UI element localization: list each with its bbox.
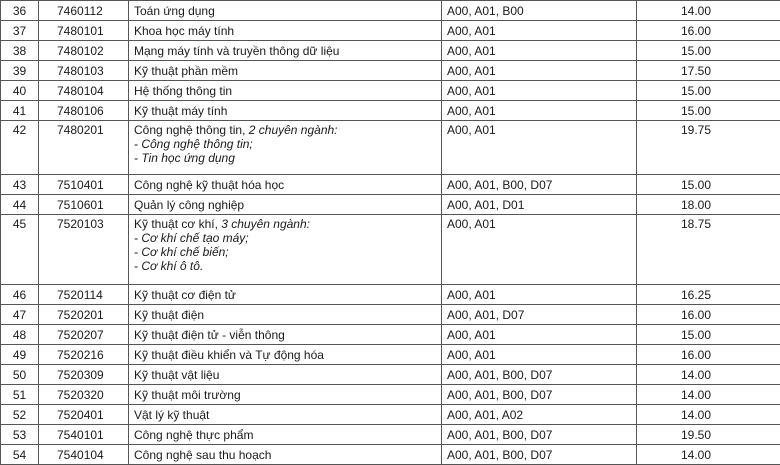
major-code-cell: 7510601 <box>39 195 129 215</box>
specialization-item: - Công nghệ thông tin; <box>134 137 436 151</box>
major-name: Mạng máy tính và truyền thông dữ liệu <box>134 44 339 58</box>
row-number-cell: 53 <box>1 425 39 445</box>
subject-combination-cell: A00, A01 <box>442 101 637 121</box>
row-number-cell: 41 <box>1 101 39 121</box>
major-title <box>134 4 436 18</box>
cutoff-score-cell: 14.00 <box>637 365 780 385</box>
major-title <box>134 64 436 78</box>
row-number-cell: 46 <box>1 285 39 305</box>
subject-combination-cell: A00, A01 <box>442 41 637 61</box>
cutoff-score-cell: 14.00 <box>637 445 780 465</box>
subject-combination-cell: A00, A01 <box>442 325 637 345</box>
major-specialization-count: 3 chuyên ngành: <box>218 217 310 231</box>
major-name-cell <box>129 345 442 365</box>
major-title <box>134 348 436 362</box>
table-row <box>1 345 780 365</box>
row-number-cell: 48 <box>1 325 39 345</box>
specialization-item: - Cơ khí chế tạo máy; <box>134 231 436 245</box>
subject-combination-cell: A00, A01, D01 <box>442 195 637 215</box>
subject-combination-cell: A00, A01, B00, D07 <box>442 425 637 445</box>
major-title <box>134 308 436 322</box>
major-code-cell: 7510401 <box>39 175 129 195</box>
subject-combination-cell: A00, A01, B00 <box>442 1 637 21</box>
major-name: Công nghệ kỹ thuật hóa học <box>134 178 284 192</box>
subject-combination-cell: A00, A01, A02 <box>442 405 637 425</box>
major-name: Toán ứng dụng <box>134 4 215 18</box>
cutoff-score-cell: 15.00 <box>637 101 780 121</box>
major-name-cell <box>129 81 442 101</box>
row-number-cell: 43 <box>1 175 39 195</box>
major-name: Kỹ thuật điện <box>134 308 204 322</box>
table-row <box>1 1 780 21</box>
subject-combination-cell: A00, A01 <box>442 21 637 41</box>
subject-combination-cell: A00, A01, B00, D07 <box>442 365 637 385</box>
cutoff-score-cell: 16.25 <box>637 285 780 305</box>
major-code-cell: 7520207 <box>39 325 129 345</box>
major-name: Kỹ thuật vật liệu <box>134 368 219 382</box>
major-title <box>134 408 436 422</box>
major-name: Công nghệ thực phẩm <box>134 428 253 442</box>
table-row <box>1 405 780 425</box>
table-row <box>1 305 780 325</box>
cutoff-score-cell: 15.00 <box>637 81 780 101</box>
cutoff-score-cell: 15.00 <box>637 325 780 345</box>
subject-combination-cell: A00, A01 <box>442 61 637 81</box>
major-name-cell <box>129 385 442 405</box>
row-number-cell: 54 <box>1 445 39 465</box>
table-row <box>1 175 780 195</box>
major-code-cell: 7480106 <box>39 101 129 121</box>
cutoff-score-cell: 19.75 <box>637 121 780 175</box>
major-title <box>134 104 436 118</box>
major-name-cell <box>129 425 442 445</box>
major-code-cell: 7480102 <box>39 41 129 61</box>
table-row <box>1 325 780 345</box>
major-name-cell <box>129 195 442 215</box>
major-code-cell: 7520401 <box>39 405 129 425</box>
major-name: Vật lý kỹ thuật <box>134 408 209 422</box>
major-name-cell <box>129 325 442 345</box>
major-code-cell: 7520320 <box>39 385 129 405</box>
row-number-cell: 51 <box>1 385 39 405</box>
major-name-cell <box>129 1 442 21</box>
table-body <box>1 1 780 465</box>
table-row <box>1 41 780 61</box>
major-name: Kỹ thuật điện tử - viễn thông <box>134 328 285 342</box>
cutoff-score-cell: 14.00 <box>637 1 780 21</box>
major-name-cell <box>129 285 442 305</box>
table-row <box>1 365 780 385</box>
table-row <box>1 101 780 121</box>
row-number-cell: 38 <box>1 41 39 61</box>
subject-combination-cell: A00, A01 <box>442 121 637 175</box>
major-title <box>134 368 436 382</box>
major-title <box>134 288 436 302</box>
cutoff-score-cell: 16.00 <box>637 21 780 41</box>
major-specialization-count: 2 chuyên ngành: <box>245 123 337 137</box>
cutoff-score-cell: 16.00 <box>637 305 780 325</box>
row-number-cell: 49 <box>1 345 39 365</box>
row-number-cell: 40 <box>1 81 39 101</box>
subject-combination-cell: A00, A01 <box>442 345 637 365</box>
major-name: Khoa học máy tính <box>134 24 234 38</box>
table-row <box>1 215 780 285</box>
row-number-cell: 50 <box>1 365 39 385</box>
major-name-cell <box>129 175 442 195</box>
major-name-cell <box>129 101 442 121</box>
table-row <box>1 61 780 81</box>
major-title <box>134 44 436 58</box>
major-title <box>134 123 436 137</box>
table-row <box>1 425 780 445</box>
row-number-cell: 39 <box>1 61 39 81</box>
major-title <box>134 448 436 462</box>
cutoff-score-cell: 14.00 <box>637 405 780 425</box>
major-name: Công nghệ thông tin, <box>134 123 245 137</box>
cutoff-score-cell: 19.50 <box>637 425 780 445</box>
row-number-cell: 42 <box>1 121 39 175</box>
major-name: Kỹ thuật cơ điện tử <box>134 288 236 302</box>
major-name-cell <box>129 365 442 385</box>
subject-combination-cell: A00, A01, B00, D07 <box>442 445 637 465</box>
table-row <box>1 385 780 405</box>
major-name-cell <box>129 41 442 61</box>
cutoff-score-cell: 18.00 <box>637 195 780 215</box>
major-title <box>134 178 436 192</box>
major-name: Quản lý công nghiệp <box>134 198 244 212</box>
major-code-cell: 7480201 <box>39 121 129 175</box>
specialization-item: - Cơ khí ô tô. <box>134 259 436 273</box>
major-name: Kỹ thuật cơ khí, <box>134 217 218 231</box>
row-number-cell: 47 <box>1 305 39 325</box>
row-number-cell: 45 <box>1 215 39 285</box>
major-title <box>134 388 436 402</box>
table-row <box>1 21 780 41</box>
major-code-cell: 7460112 <box>39 1 129 21</box>
major-name: Hệ thống thông tin <box>134 84 232 98</box>
cutoff-score-cell: 14.00 <box>637 385 780 405</box>
major-name-cell <box>129 61 442 81</box>
major-code-cell: 7480104 <box>39 81 129 101</box>
subject-combination-cell: A00, A01 <box>442 285 637 305</box>
subject-combination-cell: A00, A01, B00, D07 <box>442 385 637 405</box>
cutoff-score-cell: 16.00 <box>637 345 780 365</box>
table-row <box>1 121 780 175</box>
table-row <box>1 81 780 101</box>
major-name: Công nghệ sau thu hoạch <box>134 448 271 462</box>
table-row <box>1 195 780 215</box>
subject-combination-cell: A00, A01, D07 <box>442 305 637 325</box>
major-name: Kỹ thuật điều khiển và Tự động hóa <box>134 348 324 362</box>
major-title <box>134 217 436 231</box>
table-row <box>1 445 780 465</box>
major-code-cell: 7520114 <box>39 285 129 305</box>
major-name-cell <box>129 121 442 175</box>
major-name: Kỹ thuật môi trường <box>134 388 241 402</box>
major-title <box>134 84 436 98</box>
major-code-cell: 7520103 <box>39 215 129 285</box>
major-code-cell: 7520216 <box>39 345 129 365</box>
major-title <box>134 24 436 38</box>
subject-combination-cell: A00, A01 <box>442 215 637 285</box>
major-title <box>134 328 436 342</box>
major-name: Kỹ thuật máy tính <box>134 104 227 118</box>
major-name: Kỹ thuật phần mềm <box>134 64 238 78</box>
major-code-cell: 7540101 <box>39 425 129 445</box>
major-title <box>134 198 436 212</box>
major-name-cell <box>129 445 442 465</box>
table-row <box>1 285 780 305</box>
major-name-cell <box>129 405 442 425</box>
major-code-cell: 7540104 <box>39 445 129 465</box>
cutoff-score-cell: 17.50 <box>637 61 780 81</box>
major-name-cell <box>129 305 442 325</box>
subject-combination-cell: A00, A01 <box>442 81 637 101</box>
cutoff-score-cell: 18.75 <box>637 215 780 285</box>
row-number-cell: 36 <box>1 1 39 21</box>
major-name-cell <box>129 21 442 41</box>
major-name-cell <box>129 215 442 285</box>
specialization-item: - Tin học ứng dụng <box>134 151 436 165</box>
cutoff-score-cell: 15.00 <box>637 175 780 195</box>
major-title <box>134 428 436 442</box>
row-number-cell: 37 <box>1 21 39 41</box>
major-code-cell: 7520309 <box>39 365 129 385</box>
subject-combination-cell: A00, A01, B00, D07 <box>442 175 637 195</box>
major-code-cell: 7480101 <box>39 21 129 41</box>
row-number-cell: 44 <box>1 195 39 215</box>
specialization-item: - Cơ khí chế biến; <box>134 245 436 259</box>
major-code-cell: 7480103 <box>39 61 129 81</box>
cutoff-score-cell: 15.00 <box>637 41 780 61</box>
row-number-cell: 52 <box>1 405 39 425</box>
major-code-cell: 7520201 <box>39 305 129 325</box>
